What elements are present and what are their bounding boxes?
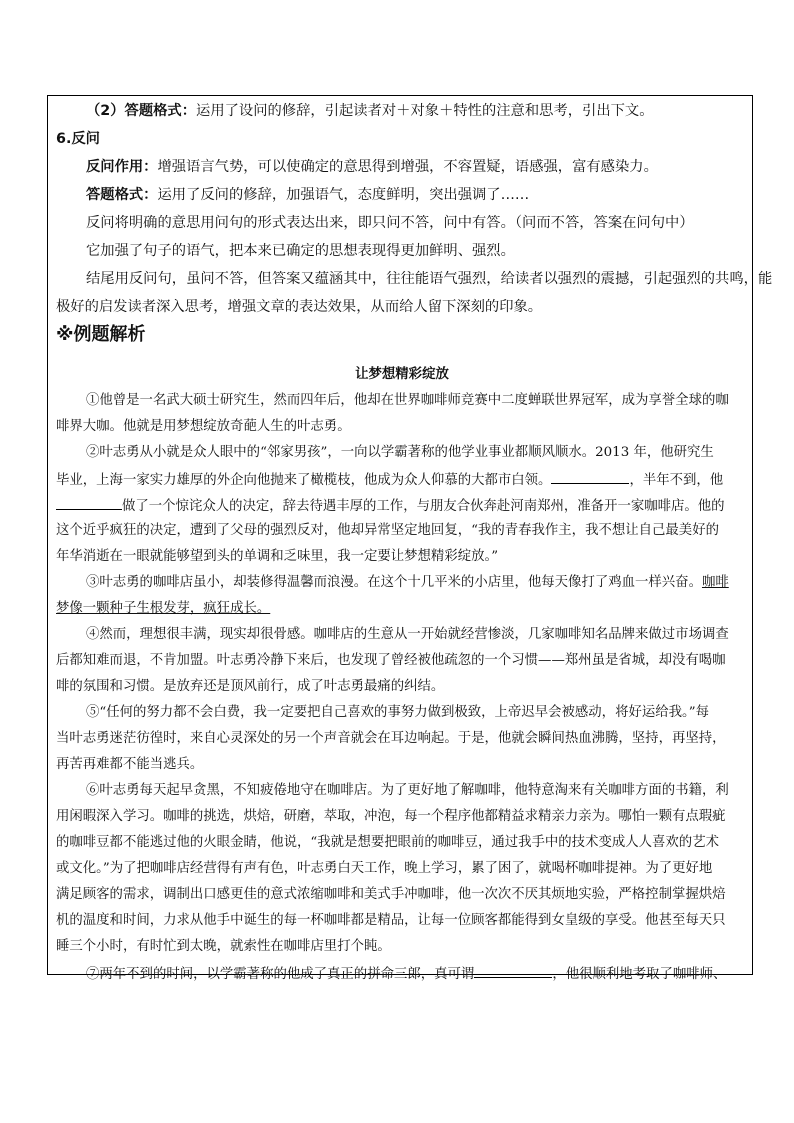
passage-p7-line1-text: ⑦两年不到的时间，以学霸著称的他成了真正的拼命三郎，真可谓 xyxy=(86,967,475,982)
rhetorical-format-text: 运用了反问的修辞，加强语气，态度鲜明，突出强调了…… xyxy=(157,187,530,203)
rhetorical-effect-line xyxy=(86,157,658,177)
rhetorical-note-1: 反问将明确的意思用问句的形式表达出来，即只问不答，问中有答。（问而不答，答案在问句中） xyxy=(86,215,694,231)
passage-p6-line7: 睡三个小时，有时忙到太晚，就索性在咖啡店里打个盹。 xyxy=(56,939,391,954)
underlined-sentence-end: 梦像一颗种子生根发芽，疯狂成长。 xyxy=(56,601,271,616)
passage-p6-line4: 或文化。”为了把咖啡店经营得有声有色，叶志勇白天工作，晚上学习，累了困了，就喝杯咖啡提神。为了更好地 xyxy=(56,861,713,876)
fill-blank-1[interactable] xyxy=(551,469,629,484)
fill-blank-2[interactable] xyxy=(56,495,122,510)
passage-p2-line3-text: 做了一个惊诧众人的决定，辞去待遇丰厚的工作，与朋友合伙奔赴河南郑州，准备开一家咖啡店。他的 xyxy=(122,499,725,514)
answer-format-line xyxy=(86,101,654,121)
passage-p6-line5: 满足顾客的需求，调制出口感更佳的意式浓缩咖啡和美式手冲咖啡，他一次次不厌其烦地实验，严格控制掌握烘焙 xyxy=(56,887,726,902)
passage-p2-line4: 这个近乎疯狂的决定，遭到了父母的强烈反对，他却异常坚定地回复，“我的青春我作主，我不想让自己最美好的 xyxy=(56,523,719,538)
passage-p2-line5: 年华消逝在一眼就能够望到头的单调和乏味里，我一定要让梦想精彩绽放。” xyxy=(56,549,499,564)
passage-title: 让梦想精彩绽放 xyxy=(355,366,449,382)
passage-p2-line1: ②叶志勇从小就是众人眼中的“邻家男孩”，一向以学霸著称的他学业事业都顺风顺水。2013 年，他研究生 xyxy=(86,445,714,460)
rhetorical-note-2: 它加强了句子的语气，把本来已确定的思想表现得更加鲜明、强烈。 xyxy=(86,243,515,259)
answer-format-text: 运用了设问的修辞，引起读者对＋对象＋特性的注意和思考，引出下文。 xyxy=(196,103,654,119)
rhetorical-format-label: 答题格式： xyxy=(86,187,158,203)
passage-p2-line2 xyxy=(56,469,723,491)
passage-p7-line1-tail: ，他很顺利地考取了咖啡师、 xyxy=(552,967,727,982)
passage-p2-line2-tail: ，半年不到，他 xyxy=(629,473,724,488)
passage-p7-line1 xyxy=(86,963,726,985)
rhetorical-effect-label: 反问作用： xyxy=(86,159,158,175)
passage-p4-line3: 啡的氛围和习惯。是放弃还是顶风前行，成了叶志勇最痛的纠结。 xyxy=(56,679,445,694)
passage-p6-line1: ⑥叶志勇每天起早贪黑，不知疲倦地守在咖啡店。为了更好地了解咖啡，他特意淘来有关咖啡方面的书籍，利 xyxy=(86,783,729,798)
passage-p4-line1: ④然而，理想很丰满，现实却很骨感。咖啡店的生意从一开始就经营惨淡，几家咖啡知名品牌来做过市场调查 xyxy=(86,627,729,642)
rhetorical-format-line xyxy=(86,185,529,205)
passage-p5-line3: 再苦再难都不能当逃兵。 xyxy=(56,757,204,772)
rhetorical-note-3a: 结尾用反问句，虽问不答，但答案又蕴涵其中，往往能语气强烈，给读者以强烈的震撼，引起强烈的共鸣，能 xyxy=(86,271,773,287)
passage-p1-line1: ①他曾是一名武大硕士研究生，然而四年后，他却在世界咖啡师竞赛中二度蝉联世界冠军，成为享誉全球的咖 xyxy=(86,393,729,408)
passage-p5-line1: ⑤“任何的努力都不会白费，我一定要把自己喜欢的事努力做到极致，上帝迟早会被感动，将好运给我。”每 xyxy=(86,705,709,720)
underlined-sentence-start: 咖啡 xyxy=(701,575,729,590)
passage-p2-line2-text: 毕业，上海一家实力雄厚的外企向他抛来了橄榄枝，他成为众人仰慕的大都市白领。 xyxy=(56,473,552,488)
heading-rhetorical-question: 6.反问 xyxy=(56,131,100,147)
passage-p3-line1 xyxy=(86,573,729,593)
passage-p6-line2: 用闲暇深入学习。咖啡的挑选，烘焙，研磨，萃取，冲泡，每一个程序他都精益求精亲力亲为。哪怕一颗有点瑕疵 xyxy=(56,809,726,824)
rhetorical-effect-text: 增强语言气势，可以使确定的意思得到增强，不容置疑，语感强，富有感染力。 xyxy=(157,159,658,175)
rhetorical-note-3b: 极好的启发读者深入思考，增强文章的表达效果，从而给人留下深刻的印象。 xyxy=(56,299,543,315)
fill-blank-3[interactable] xyxy=(474,963,552,978)
passage-p6-line3: 的咖啡豆都不能逃过他的火眼金睛，他说，“我就是想要把眼前的咖啡豆，通过我手中的技术变成人人喜欢的艺术 xyxy=(56,835,719,850)
passage-p2-line3 xyxy=(56,495,725,517)
passage-p6-line6: 机的温度和时间，力求从他手中诞生的每一杯咖啡都是精品，让每一位顾客都能得到女皇级的享受。他甚至每天只 xyxy=(56,913,726,928)
passage-p1-line2: 啡界大咖。他就是用梦想绽放奇葩人生的叶志勇。 xyxy=(56,419,351,434)
passage-p5-line2: 当叶志勇迷茫彷徨时，来自心灵深处的另一个声音就会在耳边响起。于是，他就会瞬间热血沸腾，坚持，再坚持， xyxy=(56,731,726,746)
passage-p4-line2: 后都知难而退，不肯加盟。叶志勇冷静下来后，也发现了曾经被他疏忽的一个习惯——郑州虽是省城，却没有喝咖 xyxy=(56,653,726,668)
answer-format-label: （2）答题格式： xyxy=(86,103,197,119)
section-title: ※例题解析 xyxy=(56,324,146,345)
passage-p3-line1-text: ③叶志勇的咖啡店虽小，却装修得温馨而浪漫。在这个十几平米的小店里，他每天像打了鸡血一样兴奋。 xyxy=(86,575,702,590)
